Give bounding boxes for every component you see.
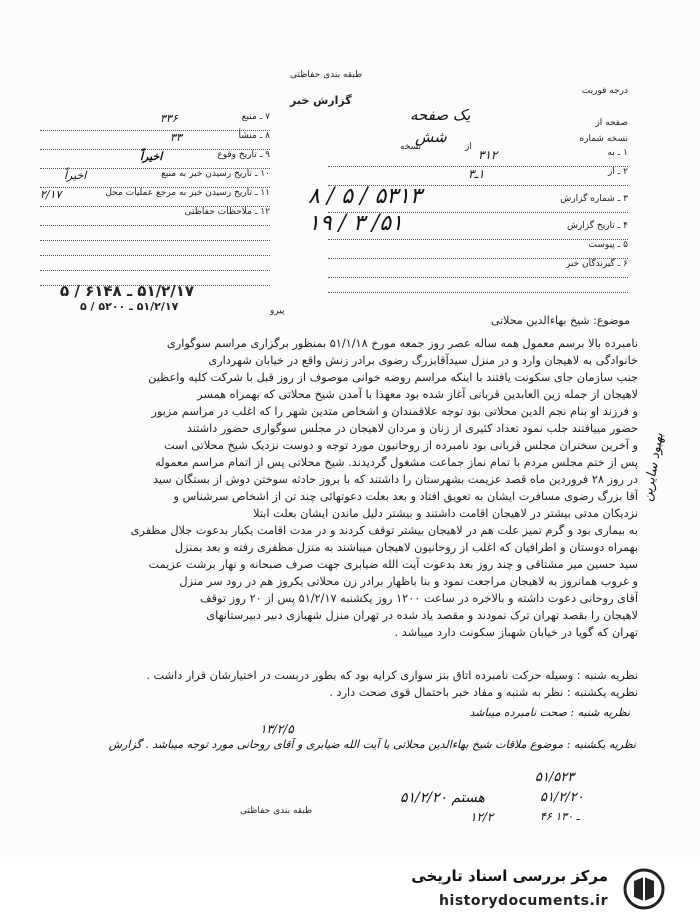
archive-name: مرکز بررسی اسناد تاریخی (411, 867, 608, 885)
archive-logo-icon (622, 867, 666, 911)
reference-number-1: ۵۱/۲/۱۷ ـ ۶۱۴۸ / ۵ (60, 282, 195, 300)
archive-footer (0, 857, 700, 921)
body-line: به بیماری بود و گرم تمیز علت هم در لاهیجان بیشتر توقف کردند و در مدت اقامت یکبار بدعوت جلال مظفری (130, 524, 638, 537)
body-line: لاهیجان از جمله زین العابدین قربانی آغاز شده بود معهذا با آمدن شیخ محلاتی که بهمراه همسر (197, 388, 638, 401)
body-line: در روز ۲۸ فروردین ماه قصد عزیمت بشهرستان را داشتند که با بروز حادثه سوختن دوش از بستگان سید (152, 473, 638, 486)
body-line: و آخرین سخنران مجلس قربانی بود نامبرده از روحانیون مورد توجه و دوست نزدیک شیخ محلاتی است (163, 439, 638, 452)
body-line: بهمراه دوستان و اطرافیان که اغلب از روحانیون لاهیجان میباشند به منزل مظفری رفته و بعد بمنزل (174, 541, 638, 554)
right-fields (308, 148, 628, 293)
body-line: تهران که گویا در خیابان شهباز سکونت دارد میباشد . (394, 626, 638, 639)
handwritten-date: ۱۲/۲ (470, 810, 494, 824)
field-row: ۵ ـ پیوست (328, 240, 628, 259)
handwritten-date: ۴۶ ـ ۱۳۰ (540, 810, 580, 823)
reference-number-2: ۵۱/۲/۱۷ ـ ۵۲۰۰ / ۵ (80, 300, 179, 313)
report-title: گزارش خبر (290, 94, 352, 107)
subject-line: موضوع: شیخ بهاءالدین محلاتی (490, 314, 630, 327)
body-line: جنب سازمان جای سکونت یافتند با اینکه مراسم روضه خوانی موصوف از روز قبل با شرکت کلیه واعظین (148, 371, 638, 384)
classification-top: طبقه بندی حفاظتی (290, 70, 363, 80)
body-line: نظریه یکشنبه : نظر به شنبه و مفاد خبر باحتمال قوی صحت دارد . (329, 686, 638, 699)
page-value: یک صفحه (410, 106, 471, 124)
field-row: ۶ ـ گیرندگان خبر (328, 259, 628, 278)
field-row: ۸ ـ منشأ ۳۳ (40, 131, 270, 150)
body-line: نظریه شنبه : وسیله حرکت نامبرده اتاق بنز سواری کرایه بود که بطور دربست در اختیارشان قرار داشت . (146, 669, 638, 682)
body-line: پس از ختم مجلس مردم با تمام نماز جماعت مشغول گردیدند. شیخ محلاتی پس از اتمام مراسم معموله (155, 456, 638, 469)
copy-label: نسخه شماره (579, 134, 628, 144)
handwritten-note: ۱۳/۲/۵ (260, 722, 294, 736)
margin-note: بهبود سایرین (640, 431, 667, 503)
copy-count-label: از (465, 142, 472, 152)
field-row: ۱۱ ـ تاریخ رسیدن خبر به مرجع عملیات محل ۲/۱۷ (40, 188, 270, 207)
body-line: آقا بزرگ رضوی مسافرت ایشان به تعویق افتاد و بعد بعلت دعوتهائی چند تن از اشخاص سرشناس و (173, 490, 638, 503)
field-row: ۴ ـ تاریخ گزارش ۵۱/ ۳ / ۱۹ (328, 213, 628, 240)
body-line: نزدیکان مدتی بیشتر در لاهیجان اقامت داشتند و بیشتر دلیل ماندن ایشان بعلت ابتلا (253, 507, 638, 520)
field-row: ۷ ـ منبع ۳۳۶ (40, 112, 270, 131)
field-row: ۳ ـ شماره گزارش ۵۳۱۳ / ۵ / ۸ (328, 186, 628, 213)
copy-suffix: نسخه (400, 142, 422, 152)
body-line: آقای روحانی دعوت داشته و بالاخره در ساعت ۱۲۰۰ روز یکشنبه ۵۱/۲/۱۷ پس از ۲۰ روز توقف (199, 592, 638, 605)
pirow-label: پیرو (270, 306, 285, 316)
handwritten-date: ۵۱/۲/۲۰ (540, 790, 584, 805)
body-line: حضور مییافتند جلب نمود تعداد کثیری از زنان و مردان لاهیجان در مجلس سوگواری حضور داشتند (186, 422, 638, 435)
body-line: و فرزند او بنام نجم الدین محلاتی بود توجه علاقمندان و اشخاص متدین شهر را که اغلب در مراسم مزبور (151, 405, 638, 418)
handwritten-date: ۵۱/۲/۲۰ هستم (400, 790, 485, 806)
nazarieh-line: نظریه شنبه : صحت نامبرده میباشد (469, 706, 630, 719)
urgency-label: درجه فوریت (581, 86, 628, 96)
field-row: ۱۲ ـ ملاحظات حفاظتی (40, 207, 270, 226)
field-row: ۱۰ ـ تاریخ رسیدن خبر به منبع اخیراً (40, 169, 270, 188)
signature-line: نظریه یکشنبه : موضوع ملاقات شیخ بهاءالدین محلاتی با آیت الله ضیابری و آقای روحانی مورد توجه میباشد . گزارش (108, 738, 636, 751)
field-row: ۱ ـ به ۳۱۲ (328, 148, 628, 167)
body-line: و غروب همانروز به لاهیجان مراجعت نمود و بنا باظهار برادر زن محلاتی یکروز هم در رود سر منزل (179, 575, 638, 588)
body-line: سید حسین میر مشتاقی و چند روز بعد بدعوت آیت الله ضیابری جهت صرف صبحانه و نهار برشت عزیمت (148, 558, 638, 571)
left-fields (40, 112, 270, 286)
field-row: ۹ ـ تاریخ وقوع اخیراً (40, 150, 270, 169)
archive-url[interactable]: historydocuments.ir (439, 893, 608, 909)
body-line: خانوادگی به لاهیجان وارد و در منزل سیدآقابزرگ رضوی برادر زنش واقع در خیابان شهرداری (208, 354, 638, 367)
classification-bottom: طبقه بندی حفاظتی (240, 806, 313, 816)
body-line: لاهیجان را بقصد تهران ترک نمودند و مقصد یاد شده در تهران منزل شهبازی دبیر دبیرستانهای (206, 609, 638, 622)
copy-value: شش (415, 128, 447, 146)
handwritten-date: ۵۱/۵۲۳ (535, 770, 575, 785)
body-line: نامبرده بالا برسم معمول همه ساله عصر روز جمعه مورخ ۵۱/۱/۱۸ بمنظور برگزاری مراسم سوگواری (166, 337, 638, 350)
field-row: ۲ ـ از ۱ـ۳ (328, 167, 628, 186)
page-label: صفحه از (595, 118, 628, 128)
